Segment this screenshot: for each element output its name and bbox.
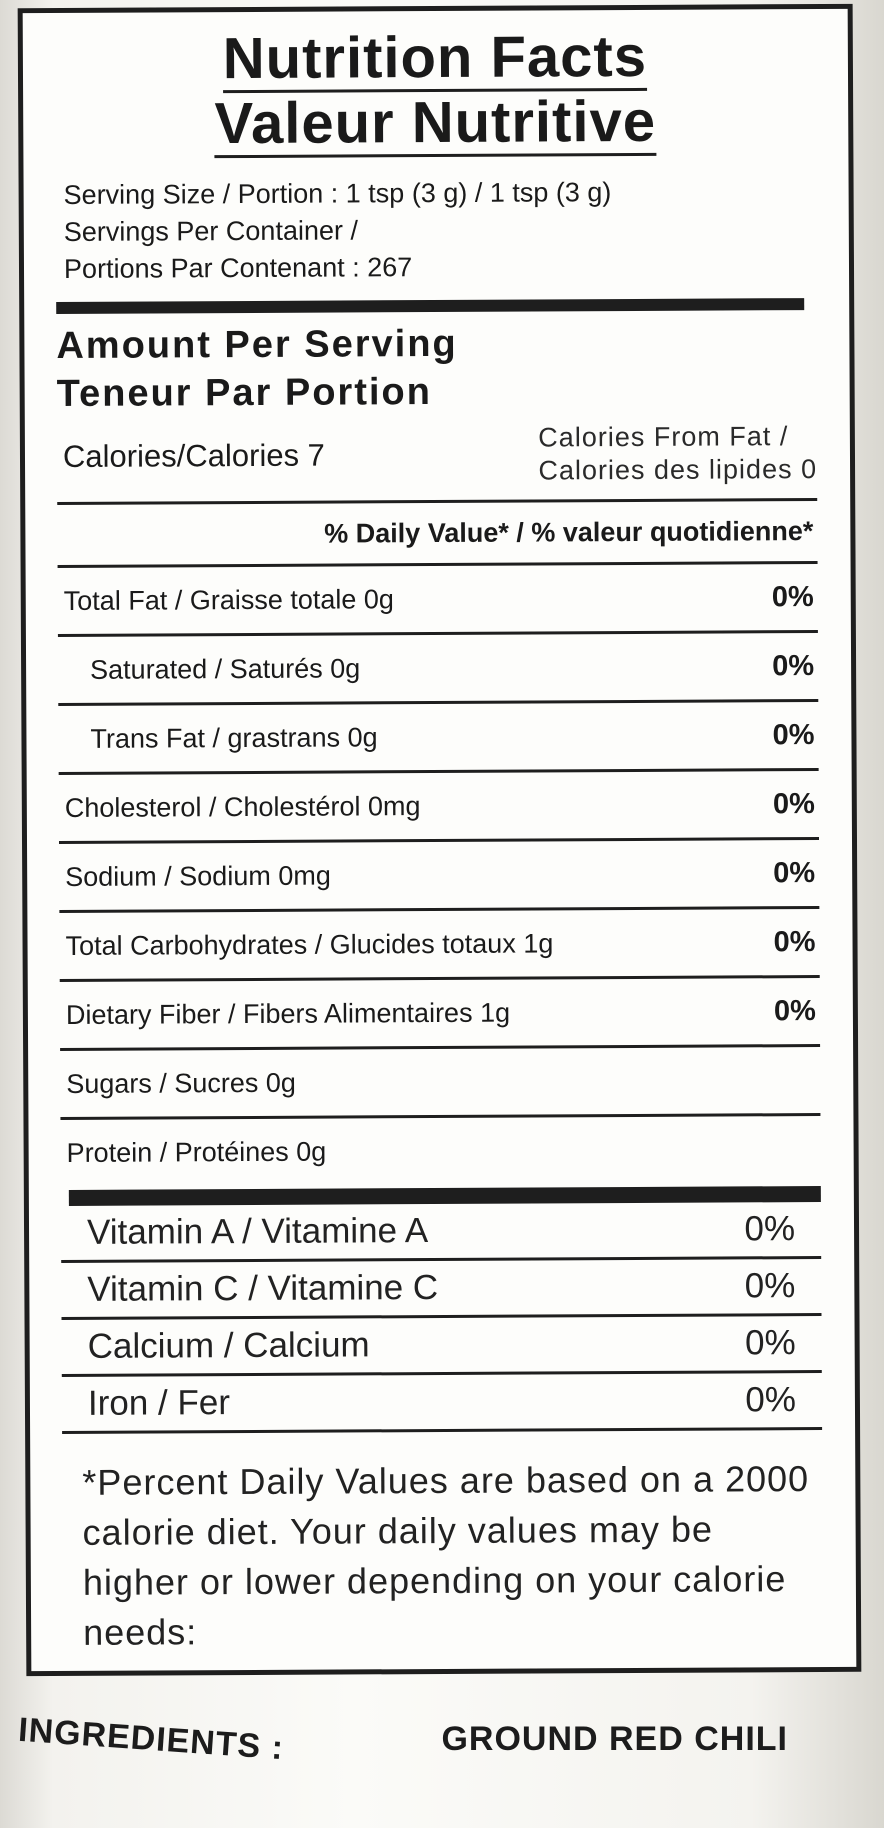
nutrient-percent: 0% [771,580,814,613]
nutrient-row-sodium [59,840,819,913]
daily-value-header: % Daily Value* / % valeur quotidienne* [57,501,817,568]
vitamin-percent: 0% [745,1380,797,1420]
nutrient-row-cholesterol [59,771,819,844]
vitamin-row-calcium [62,1316,822,1377]
vitamin-row-vitamin-a [61,1202,821,1263]
nutrition-facts-content [55,25,824,1658]
nutrient-row-total-fat [58,564,818,637]
nutrient-row-protein [60,1116,820,1186]
vitamin-percent: 0% [744,1209,796,1249]
nutrient-label: Trans Fat / grastrans 0g [90,721,378,754]
amount-per-serving-fr: Teneur Par Portion [56,371,433,415]
nutrient-row-total-carbohydrates [59,909,819,982]
title-english: Nutrition Facts [222,23,648,92]
nutrient-percent: 0% [772,718,815,751]
calories-from-fat-fr: Calories des lipides 0 [538,454,818,486]
vitamin-label: Calcium / Calcium [87,1325,370,1366]
title-french: Valeur Nutritive [214,88,657,157]
nutrient-label: Dietary Fiber / Fibers Alimentaires 1g [65,997,511,1030]
vitamin-label: Vitamin A / Vitamine A [86,1211,429,1252]
vitamin-row-iron [62,1373,822,1434]
servings-per-container-fr: Portions Par Contenant : 267 [63,252,413,284]
vitamin-label: Vitamin C / Vitamine C [87,1268,439,1309]
nutrient-percent: 0% [773,925,816,958]
calories-from-fat [538,420,817,487]
ingredients-label: INGREDIENTS : [17,1710,286,1768]
nutrient-label: Sodium / Sodium 0mg [65,860,331,892]
vitamin-row-vitamin-c [61,1259,821,1320]
ingredients-line [17,1710,798,1768]
amount-per-serving [56,318,816,418]
nutrient-row-trans-fat [58,702,818,775]
nutrient-percent: 0% [773,994,816,1027]
nutrient-label: Total Fat / Graisse totale 0g [63,583,394,616]
nutrient-percent: 0% [773,856,816,889]
nutrient-percent: 0% [772,787,815,820]
nutrient-label: Total Carbohydrates / Glucides totaux 1g [65,927,554,961]
serving-size: Serving Size / Portion : 1 tsp (3 g) / 1 tsp (3 g) [63,177,612,210]
nutrition-facts-panel [18,4,862,1676]
nutrient-label: Sugars / Sucres 0g [66,1067,296,1099]
nutrient-row-dietary-fiber [60,978,820,1051]
serving-info [56,173,817,288]
thick-divider [56,298,804,314]
nutrient-row-sugars [60,1047,820,1120]
ingredients-value: GROUND RED CHILI [441,1720,788,1758]
calories-row [57,420,817,505]
nutrient-percent: 0% [772,649,815,682]
calories-from-fat-en: Calories From Fat / [538,421,789,453]
nutrient-row-saturated [58,633,818,706]
nutrient-label: Cholesterol / Cholestérol 0mg [64,790,421,823]
vitamin-percent: 0% [744,1323,796,1363]
calories-value: Calories/Calories 7 [62,437,325,474]
amount-per-serving-en: Amount Per Serving [56,322,458,367]
daily-value-footnote: *Percent Daily Values are based on a 2000 calorie diet. Your daily values may be higher or lower depending on your calorie needs: [82,1458,810,1653]
nutrient-label: Saturated / Saturés 0g [90,652,361,685]
servings-per-container-en: Servings Per Container / [63,215,359,247]
nutrient-label: Protein / Protéines 0g [66,1136,327,1168]
vitamin-label: Iron / Fer [87,1383,231,1423]
vitamin-percent: 0% [744,1266,796,1306]
